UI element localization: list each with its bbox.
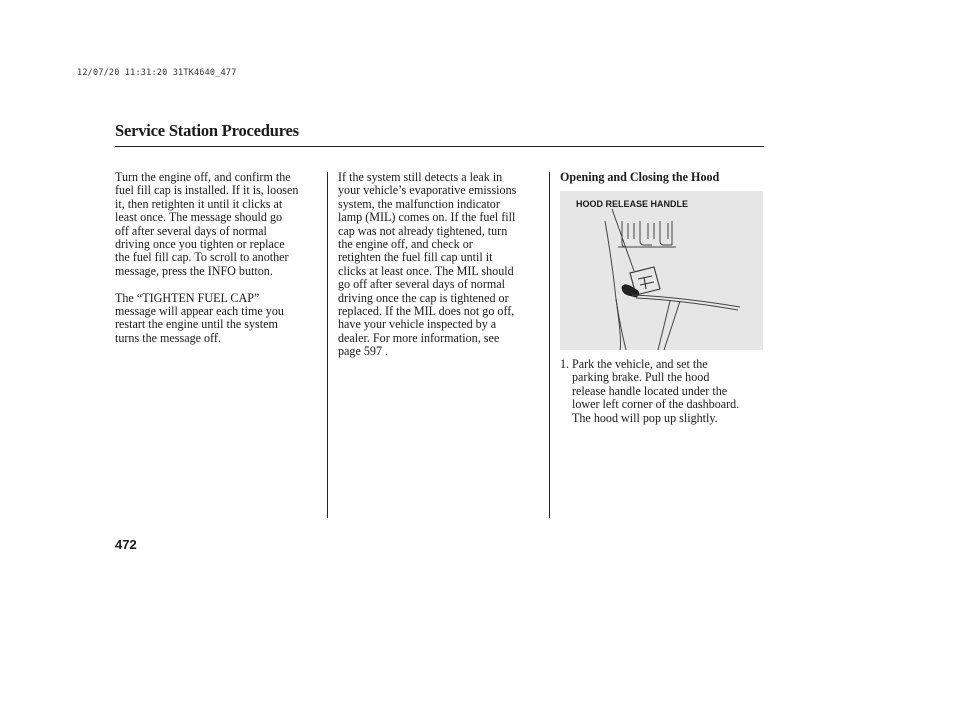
page-reference-link[interactable]: page 597 . — [338, 344, 389, 359]
text-line: message will appear each time you — [115, 304, 284, 319]
text-line: Park the vehicle, and set the — [572, 357, 708, 371]
step-text — [560, 358, 739, 425]
text-line: dealer. For more information, see — [338, 330, 500, 345]
text-line: lamp (MIL) comes on. If the fuel fill — [338, 210, 516, 225]
page-number: 472 — [115, 537, 137, 552]
column-divider-left — [327, 172, 328, 518]
hood-release-illustration-icon — [560, 191, 763, 350]
text-line: least once. The message should go — [115, 210, 283, 225]
column-divider-right — [549, 172, 550, 518]
text-line: clicks at least once. The MIL should — [338, 263, 514, 278]
text-line: retighten the fuel fill cap until it — [338, 250, 493, 265]
subsection-heading: Opening and Closing the Hood — [560, 170, 720, 184]
text-line: your vehicle’s evaporative emissions — [338, 183, 517, 198]
section-title: Service Station Procedures — [115, 121, 299, 140]
text-line: parking brake. Pull the hood — [572, 370, 710, 385]
text-line: the engine off, and check or — [338, 237, 473, 252]
text-line: system, the malfunction indicator — [338, 196, 500, 211]
paragraph-tighten-fuel-cap — [115, 292, 298, 346]
text-line: the fuel fill cap. To scroll to another — [115, 250, 289, 265]
paragraph-engine-off — [115, 171, 298, 278]
text-line: turns the message off. — [115, 330, 221, 345]
text-line: restart the engine until the system — [115, 317, 278, 332]
text-line: off after several days of normal — [115, 223, 267, 238]
step-number: 1. — [560, 357, 570, 371]
paragraph-leak-detected — [338, 171, 516, 359]
text-line: The “TIGHTEN FUEL CAP” — [115, 290, 260, 305]
column-2 — [338, 171, 516, 359]
step-1 — [560, 358, 739, 425]
text-line: go off after several days of normal — [338, 277, 506, 292]
text-line: If the system still detects a leak in — [338, 170, 503, 184]
text-line: driving once the cap is tightened or — [338, 290, 509, 305]
figure-label: HOOD RELEASE HANDLE — [576, 199, 689, 209]
text-line: replaced. If the MIL does not go off, — [338, 304, 515, 319]
column-1 — [115, 171, 298, 345]
text-line: driving once you tighten or replace — [115, 237, 285, 252]
print-stamp: 12/07/20 11:31:20 31TK4640_477 — [77, 68, 237, 78]
title-rule — [115, 146, 764, 147]
text-line: release handle located under the — [572, 383, 728, 398]
text-line: message, press the INFO button. — [115, 263, 273, 278]
text-line: fuel fill cap is installed. If it is, loosen — [115, 183, 299, 198]
text-line: it, then retighten it until it clicks at — [115, 196, 283, 211]
text-line: have your vehicle inspected by a — [338, 317, 497, 332]
text-line: cap was not already tightened, turn — [338, 223, 508, 238]
text-line: Turn the engine off, and confirm the — [115, 170, 291, 184]
hood-release-figure — [560, 191, 763, 350]
text-line: The hood will pop up slightly. — [572, 410, 718, 425]
text-line: lower left corner of the dashboard. — [572, 397, 740, 412]
